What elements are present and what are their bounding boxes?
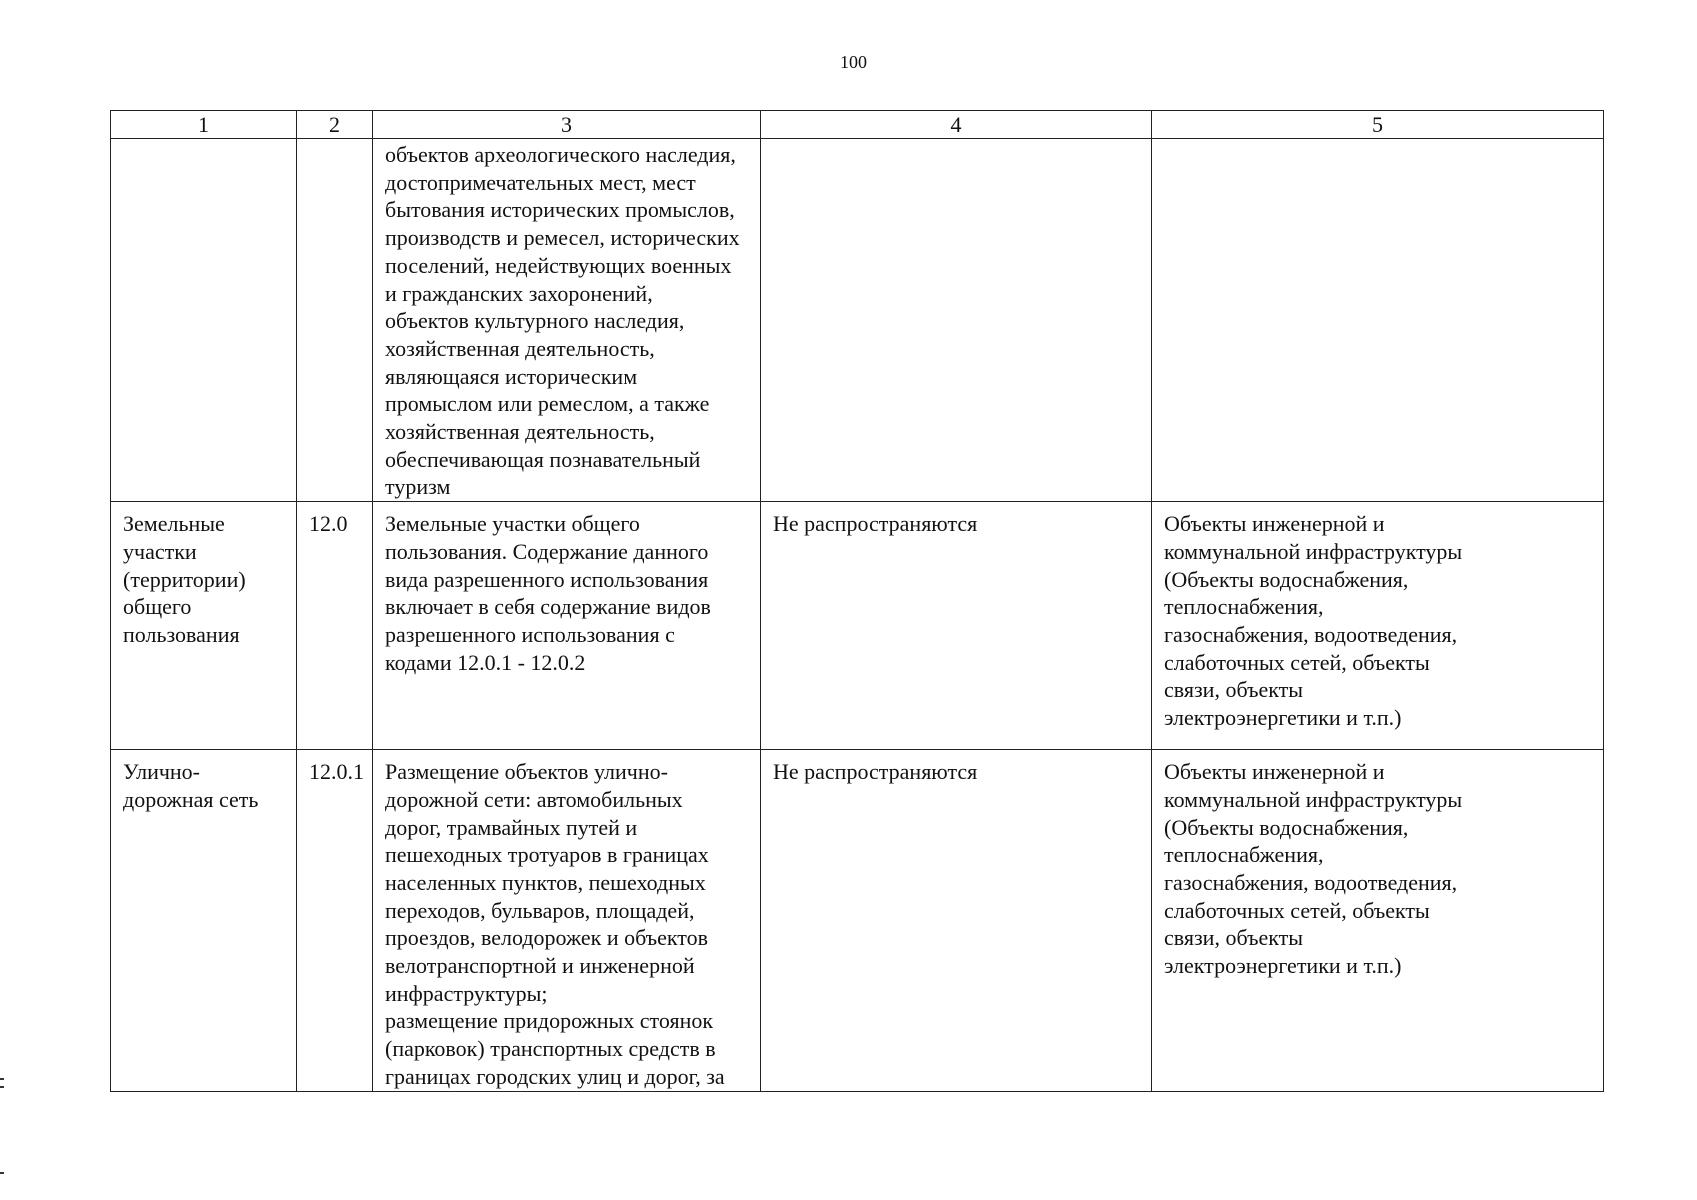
use-code-cell: 12.0 bbox=[297, 502, 373, 750]
use-name-cell: Земельные участки (территории) общего пользования bbox=[111, 502, 297, 750]
use-code-cell bbox=[297, 139, 373, 502]
column-5-cell bbox=[1152, 139, 1604, 502]
column-4-cell bbox=[761, 139, 1152, 502]
table-row bbox=[111, 750, 1604, 1091]
scan-mark bbox=[0, 1086, 4, 1088]
scan-mark bbox=[0, 1078, 4, 1080]
column-4-cell: Не распространяются bbox=[761, 502, 1152, 750]
column-header: 3 bbox=[373, 111, 761, 139]
use-code-cell: 12.0.1 bbox=[297, 750, 373, 1091]
page-number: 100 bbox=[840, 52, 867, 72]
scan-mark bbox=[0, 1172, 4, 1174]
column-5-cell: Объекты инженерной и коммунальной инфраструктуры (Объекты водоснабжения, теплоснабжения, газоснабжения, водоотведения, слаботочных сетей, объекты связи, объекты электроэнергетики и т.п.) bbox=[1152, 502, 1604, 750]
table-row bbox=[111, 502, 1604, 750]
land-use-table bbox=[110, 110, 1604, 1092]
use-name-cell: Улично- дорожная сеть bbox=[111, 750, 297, 1091]
use-name-cell bbox=[111, 139, 297, 502]
description-cell: Земельные участки общего пользования. Содержание данного вида разрешенного использования включает в себя содержание видов разрешенного использования с кодами 12.0.1 - 12.0.2 bbox=[373, 502, 761, 750]
column-5-cell: Объекты инженерной и коммунальной инфраструктуры (Объекты водоснабжения, теплоснабжения, газоснабжения, водоотведения, слаботочных сетей, объекты связи, объекты электроэнергетики и т.п.) bbox=[1152, 750, 1604, 1091]
column-4-cell: Не распространяются bbox=[761, 750, 1152, 1091]
column-header: 2 bbox=[297, 111, 373, 139]
description-cell: Размещение объектов улично- дорожной сети: автомобильных дорог, трамвайных путей и пешеходных тротуаров в границах населенных пунктов, пешеходных переходов, бульваров, площадей, проездов, велодорожек и объектов велотранспортной и инженерной инфраструктуры; размещение придорожных стоянок (парковок) транспортных средств в границах городских улиц и дорог, за bbox=[373, 750, 761, 1091]
table-header-row bbox=[111, 111, 1604, 139]
column-header: 4 bbox=[761, 111, 1152, 139]
column-header: 1 bbox=[111, 111, 297, 139]
column-header: 5 bbox=[1152, 111, 1604, 139]
table-row bbox=[111, 139, 1604, 502]
description-cell: объектов археологического наследия, достопримечательных мест, мест бытования исторических промыслов, производств и ремесел, исторических поселений, недействующих военных и гражданских захоронений, объектов культурного наследия, хозяйственная деятельность, являющаяся историческим промыслом или ремеслом, а также хозяйственная деятельность, обеспечивающая познавательный туризм bbox=[373, 139, 761, 502]
